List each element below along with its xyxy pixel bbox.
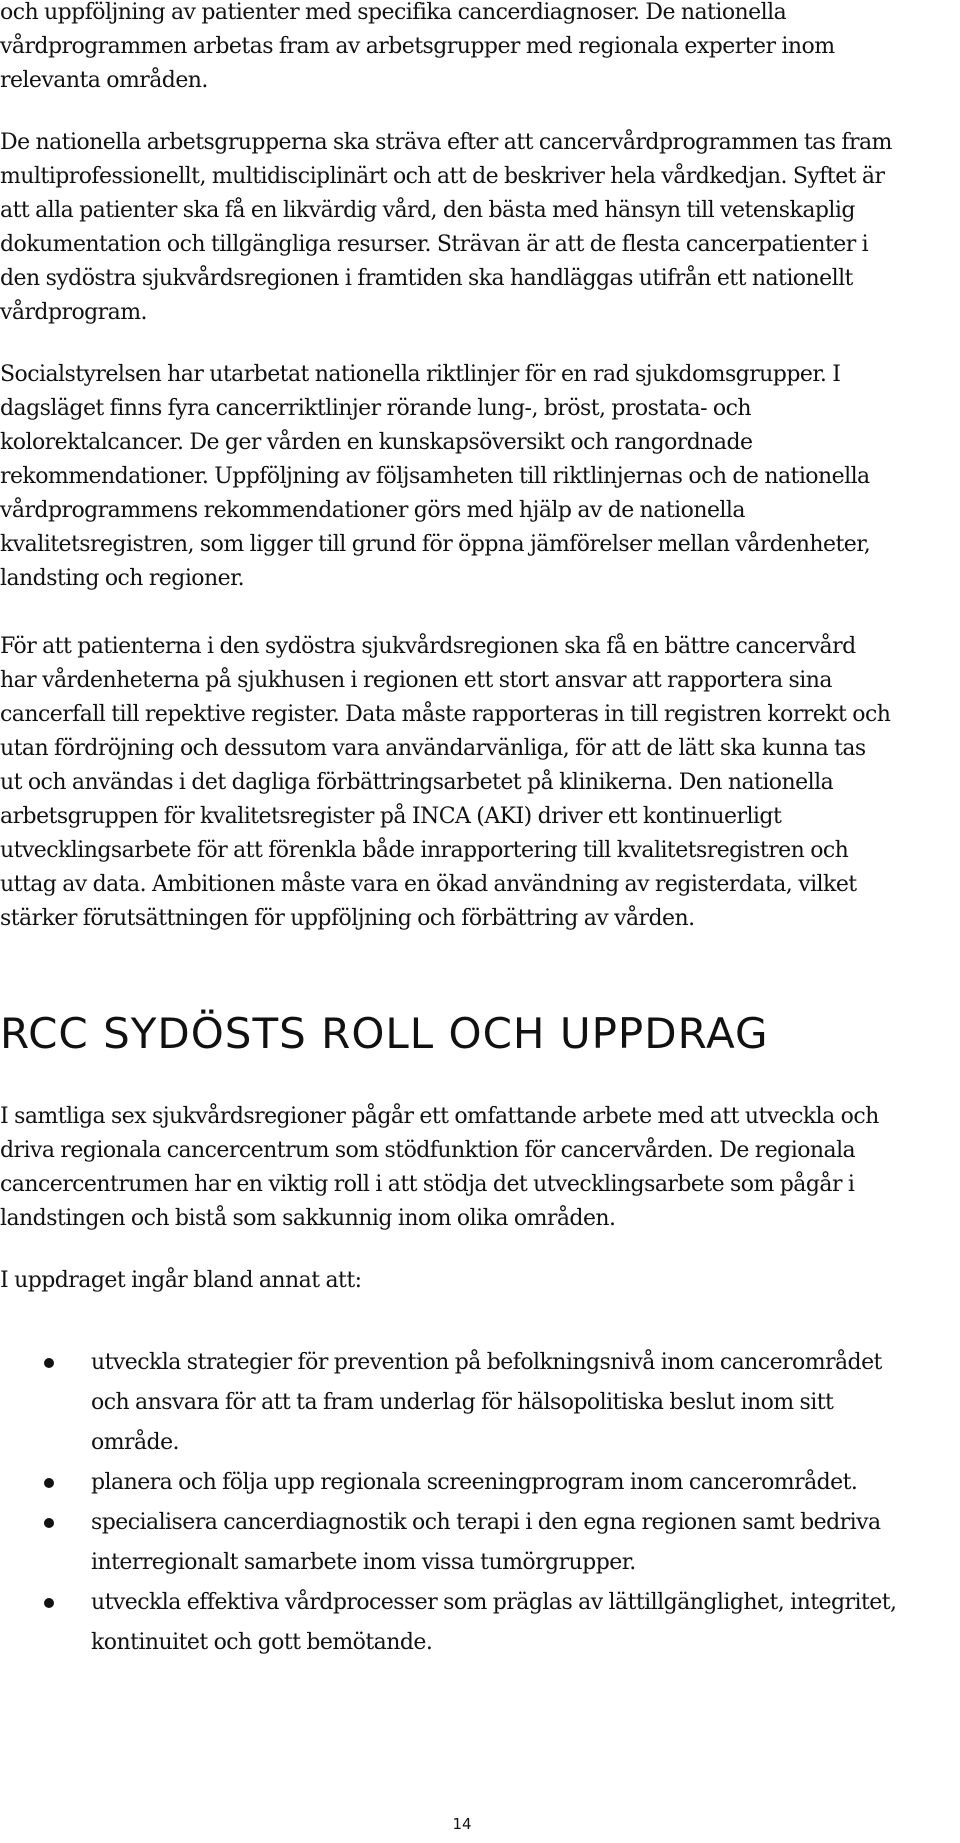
bullet-icon [44, 1478, 54, 1488]
text-line: driva regionala cancercentrum som stödfunktion för cancervården. De regionala [0, 1138, 856, 1163]
text-line: cancercentrumen har en viktig roll i att stödja det utvecklingsarbete som pågår i [0, 1172, 855, 1197]
text-line: stärker förutsättningen för uppföljning och förbättring av vården. [0, 906, 695, 931]
text-line: specialisera cancerdiagnostik och terapi i den egna regionen samt bedriva [91, 1510, 881, 1535]
text-line: relevanta områden. [0, 68, 208, 93]
text-line: den sydöstra sjukvårdsregionen i framtiden ska handläggas utifrån ett nationellt [0, 266, 853, 291]
text-line: utan fördröjning och dessutom vara användarvänliga, för att de lätt ska kunna tas [0, 736, 866, 761]
text-line: område. [91, 1430, 179, 1455]
text-line: uttag av data. Ambitionen måste vara en ökad användning av registerdata, vilket [0, 872, 857, 897]
uppdrag-list [0, 1343, 960, 1663]
text-line: I uppdraget ingår bland annat att: [0, 1268, 362, 1293]
paragraph-uppdrag-intro [0, 1264, 960, 1298]
list-item [0, 1343, 960, 1463]
text-line: interregionalt samarbete inom vissa tumörgrupper. [91, 1550, 636, 1575]
text-line: landsting och regioner. [0, 566, 245, 591]
text-line: vårdprogram. [0, 300, 147, 325]
text-line: utveckla effektiva vårdprocesser som präglas av lättillgänglighet, integritet, [91, 1590, 897, 1615]
text-line: Socialstyrelsen har utarbetat nationella riktlinjer för en rad sjukdomsgrupper. I [0, 362, 841, 387]
text-line: cancerfall till repektive register. Data måste rapporteras in till registren korrekt och [0, 702, 891, 727]
paragraph-vardprogram-intro [0, 0, 960, 98]
text-line: utvecklingsarbete för att förenkla både inrapportering till kvalitetsregistren och [0, 838, 849, 863]
text-line: kolorektalcancer. De ger vården en kunskapsöversikt och rangordnade [0, 430, 753, 455]
text-line: kvalitetsregistren, som ligger till grund för öppna jämförelser mellan vårdenheter, [0, 532, 871, 557]
bullet-icon [44, 1358, 54, 1368]
text-line: dagsläget finns fyra cancerriktlinjer rörande lung-, bröst, prostata- och [0, 396, 751, 421]
text-line: arbetsgruppen för kvalitetsregister på INCA (AKI) driver ett kontinuerligt [0, 804, 782, 829]
bullet-icon [44, 1518, 54, 1528]
text-line: planera och följa upp regionala screeningprogram inom cancerområdet. [91, 1470, 858, 1495]
section-heading: RCC SYDÖSTS ROLL OCH UPPDRAG [0, 1009, 769, 1058]
list-item [0, 1503, 960, 1583]
text-line: dokumentation och tillgängliga resurser. Strävan är att de flesta cancerpatienter i [0, 232, 869, 257]
text-line: landstingen och bistå som sakkunnig inom olika områden. [0, 1206, 616, 1231]
bullet-icon [44, 1598, 54, 1608]
text-line: och ansvara för att ta fram underlag för hälsopolitiska beslut inom sitt [91, 1390, 834, 1415]
paragraph-arbetsgrupper [0, 126, 960, 330]
text-line: och uppföljning av patienter med specifika cancerdiagnoser. De nationella [0, 0, 787, 25]
paragraph-rapportering [0, 630, 960, 936]
text-line: har vårdenheterna på sjukhusen i regionen ett stort ansvar att rapportera sina [0, 668, 832, 693]
paragraph-rcc-intro [0, 1100, 960, 1236]
text-line: De nationella arbetsgrupperna ska sträva efter att cancervårdprogrammen tas fram [0, 130, 892, 155]
paragraph-socialstyrelsen [0, 358, 960, 596]
text-line: ut och användas i det dagliga förbättringsarbetet på klinikerna. Den nationella [0, 770, 834, 795]
text-line: att alla patienter ska få en likvärdig vård, den bästa med hänsyn till vetenskaplig [0, 198, 855, 223]
list-item [0, 1583, 960, 1663]
text-line: kontinuitet och gott bemötande. [91, 1630, 433, 1655]
text-line: utveckla strategier för prevention på befolkningsnivå inom cancerområdet [91, 1350, 882, 1375]
page-number: 14 [452, 1815, 472, 1833]
text-line: I samtliga sex sjukvårdsregioner pågår ett omfattande arbete med att utveckla och [0, 1104, 879, 1129]
text-line: multiprofessionellt, multidisciplinärt och att de beskriver hela vårdkedjan. Syftet är [0, 164, 885, 189]
list-item [0, 1463, 960, 1503]
text-line: För att patienterna i den sydöstra sjukvårdsregionen ska få en bättre cancervård [0, 634, 856, 659]
text-line: rekommendationer. Uppföljning av följsamheten till riktlinjernas och de nationella [0, 464, 870, 489]
text-line: vårdprogrammens rekommendationer görs med hjälp av de nationella [0, 498, 745, 523]
text-line: vårdprogrammen arbetas fram av arbetsgrupper med regionala experter inom [0, 34, 835, 59]
